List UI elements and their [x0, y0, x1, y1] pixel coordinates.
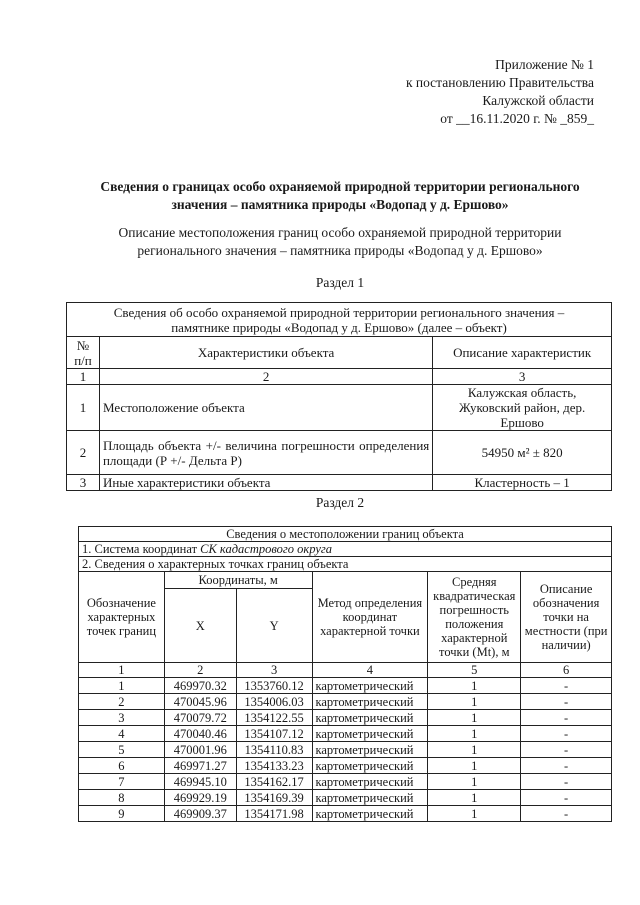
- coord-y: 1353760.12: [236, 678, 312, 694]
- point-id: 2: [79, 694, 165, 710]
- points-body: [79, 678, 612, 822]
- table-row: [79, 774, 612, 790]
- error: 1: [428, 758, 521, 774]
- appendix-line-4: от __16.11.2020 г. № _859_: [440, 111, 594, 126]
- table-row: [67, 431, 612, 475]
- index-cell: 2: [164, 663, 236, 678]
- row-num: 3: [67, 475, 100, 491]
- document-title-line-2: значения – памятника природы «Водопад у д. Ершово»: [171, 197, 509, 212]
- coord-x: 470001.96: [164, 742, 236, 758]
- method: картометрический: [312, 694, 428, 710]
- section-2-table: [78, 526, 612, 822]
- index-cell: 1: [67, 369, 100, 385]
- document-title-line-1: Сведения о границах особо охраняемой природной территории регионального: [100, 179, 580, 194]
- section-1-table-title: Сведения об особо охраняемой природной территории регионального значения – памятнике природы «Водопад у д. Ершово» (далее – объект): [67, 303, 612, 337]
- header-error: Средняя квадратическая погрешность положения характерной точки (Mt), м: [428, 572, 521, 663]
- point-description: -: [521, 758, 612, 774]
- error: 1: [428, 742, 521, 758]
- document-subtitle: [80, 224, 600, 260]
- index-cell: 4: [312, 663, 428, 678]
- section-1-heading: Раздел 1: [315, 275, 365, 290]
- row-description: Калужская область, Жуковский район, дер. Ершово: [433, 385, 612, 431]
- index-cell: 6: [521, 663, 612, 678]
- table-row: [67, 475, 612, 491]
- method: картометрический: [312, 678, 428, 694]
- point-description: -: [521, 678, 612, 694]
- point-id: 1: [79, 678, 165, 694]
- appendix-line-1: Приложение № 1: [495, 57, 594, 72]
- index-cell: 1: [79, 663, 165, 678]
- appendix-line-3: Калужской области: [482, 93, 594, 108]
- header-coordinates: Координаты, м: [164, 572, 312, 589]
- table-row: [79, 726, 612, 742]
- point-description: -: [521, 694, 612, 710]
- row-description: Кластерность – 1: [433, 475, 612, 491]
- coord-y: 1354171.98: [236, 806, 312, 822]
- coordinate-system: 1. Система координат СК кадастрового округа: [79, 542, 612, 557]
- row-characteristic: Иные характеристики объекта: [99, 475, 432, 491]
- header-characteristics: Характеристики объекта: [99, 337, 432, 369]
- error: 1: [428, 694, 521, 710]
- point-description: -: [521, 710, 612, 726]
- method: картометрический: [312, 710, 428, 726]
- row-num: 1: [67, 385, 100, 431]
- method: картометрический: [312, 806, 428, 822]
- coord-x: 469909.37: [164, 806, 236, 822]
- index-cell: 5: [428, 663, 521, 678]
- point-id: 5: [79, 742, 165, 758]
- index-cell: 2: [99, 369, 432, 385]
- method: картометрический: [312, 758, 428, 774]
- row-characteristic: Площадь объекта +/- величина погрешности определения площади (Р +/- Дельта Р): [99, 431, 432, 475]
- point-id: 8: [79, 790, 165, 806]
- point-id: 4: [79, 726, 165, 742]
- coord-x: 470079.72: [164, 710, 236, 726]
- header-num: № п/п: [67, 337, 100, 369]
- point-id: 3: [79, 710, 165, 726]
- coord-y: 1354169.39: [236, 790, 312, 806]
- point-description: -: [521, 790, 612, 806]
- point-description: -: [521, 806, 612, 822]
- header-y: Y: [236, 589, 312, 663]
- coord-y: 1354110.83: [236, 742, 312, 758]
- coord-y: 1354162.17: [236, 774, 312, 790]
- coord-x: 469970.32: [164, 678, 236, 694]
- coord-x: 469929.19: [164, 790, 236, 806]
- method: картометрический: [312, 726, 428, 742]
- section-1-table: [66, 302, 612, 491]
- table-row: [67, 385, 612, 431]
- coord-y: 1354006.03: [236, 694, 312, 710]
- row-characteristic: Местоположение объекта: [99, 385, 432, 431]
- header-point-description: Описание обозначения точки на местности (при наличии): [521, 572, 612, 663]
- point-description: -: [521, 774, 612, 790]
- header-point: Обозначение характерных точек границ: [79, 572, 165, 663]
- document-subtitle-line-1: Описание местоположения границ особо охраняемой природной территории: [118, 225, 562, 240]
- coord-y: 1354122.55: [236, 710, 312, 726]
- table-row: [79, 678, 612, 694]
- points-title: 2. Сведения о характерных точках границ объекта: [79, 557, 612, 572]
- coord-y: 1354133.23: [236, 758, 312, 774]
- error: 1: [428, 710, 521, 726]
- header-method: Метод определения координат характерной точки: [312, 572, 428, 663]
- coord-x: 469971.27: [164, 758, 236, 774]
- error: 1: [428, 726, 521, 742]
- index-cell: 3: [433, 369, 612, 385]
- header-x: X: [164, 589, 236, 663]
- point-id: 7: [79, 774, 165, 790]
- error: 1: [428, 806, 521, 822]
- error: 1: [428, 774, 521, 790]
- coord-x: 469945.10: [164, 774, 236, 790]
- index-cell: 3: [236, 663, 312, 678]
- point-id: 9: [79, 806, 165, 822]
- row-description: 54950 м² ± 820: [433, 431, 612, 475]
- document-subtitle-line-2: регионального значения – памятника природы «Водопад у д. Ершово»: [137, 243, 543, 258]
- error: 1: [428, 790, 521, 806]
- point-description: -: [521, 726, 612, 742]
- table-row: [79, 758, 612, 774]
- method: картометрический: [312, 790, 428, 806]
- header-description: Описание характеристик: [433, 337, 612, 369]
- row-num: 2: [67, 431, 100, 475]
- table-row: [79, 806, 612, 822]
- method: картометрический: [312, 774, 428, 790]
- coordinate-system-value: СК кадастрового округа: [200, 542, 332, 556]
- section-2-table-title: Сведения о местоположении границ объекта: [79, 527, 612, 542]
- point-id: 6: [79, 758, 165, 774]
- appendix-line-2: к постановлению Правительства: [405, 75, 594, 90]
- coord-y: 1354107.12: [236, 726, 312, 742]
- section-2-heading: Раздел 2: [315, 495, 365, 510]
- appendix-header: [380, 56, 594, 128]
- table-row: [79, 694, 612, 710]
- error: 1: [428, 678, 521, 694]
- coord-x: 470045.96: [164, 694, 236, 710]
- table-row: [79, 710, 612, 726]
- table-row: [79, 742, 612, 758]
- point-description: -: [521, 742, 612, 758]
- method: картометрический: [312, 742, 428, 758]
- document-title: [80, 178, 600, 214]
- table-row: [79, 790, 612, 806]
- coord-x: 470040.46: [164, 726, 236, 742]
